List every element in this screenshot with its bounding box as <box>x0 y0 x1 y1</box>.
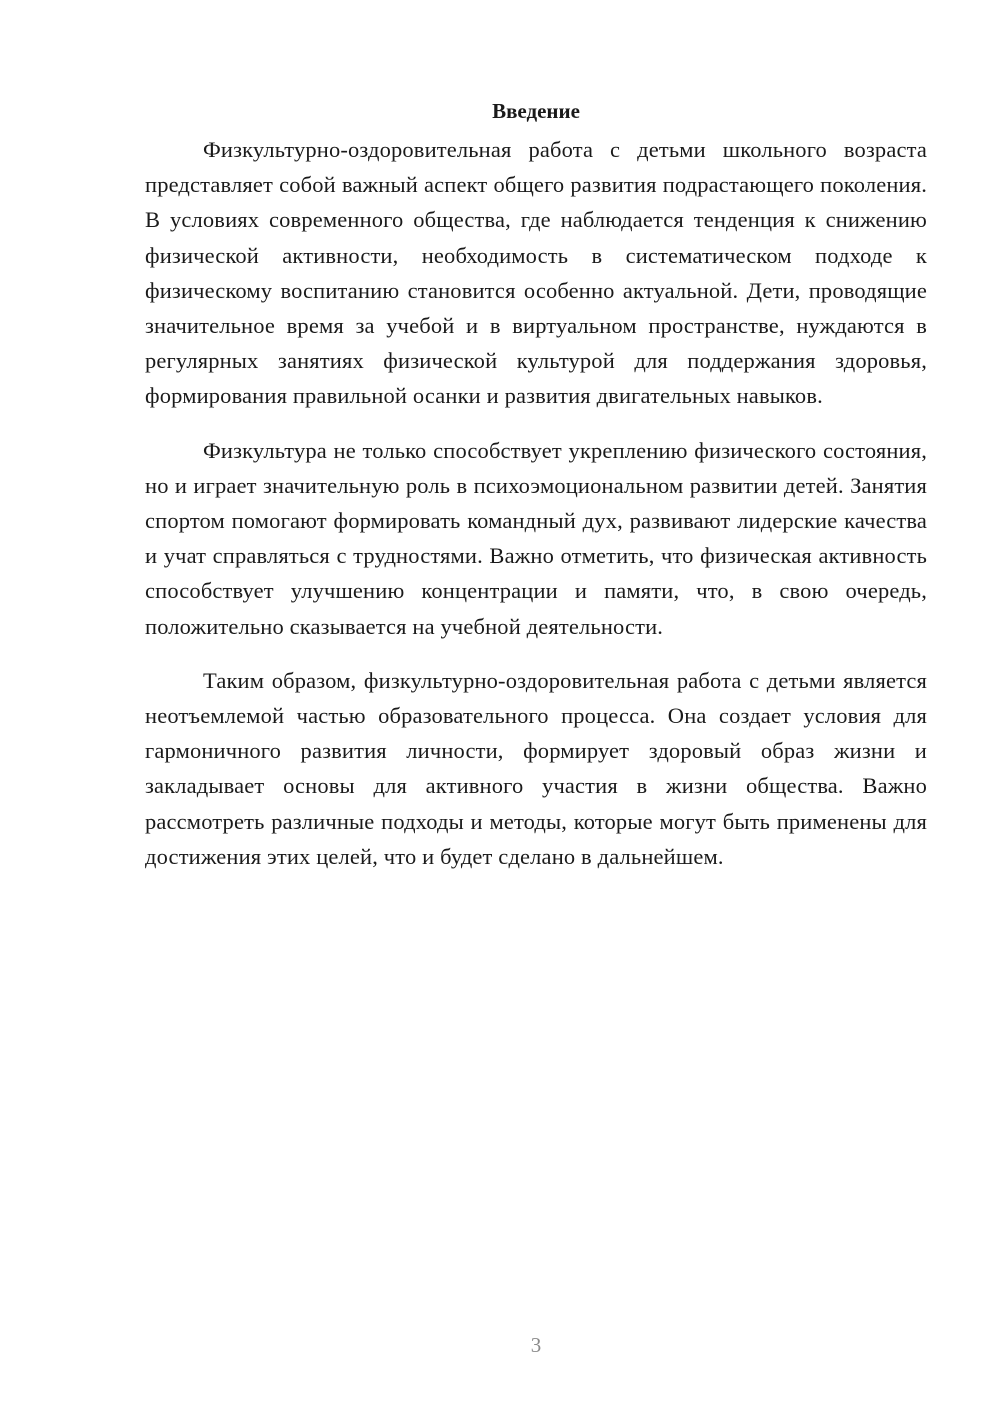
paragraph-3: Таким образом, физкультурно-оздоровительная работа с детьми является неотъемлемой частью образовательного процесса. Она создает условия для гармоничного развития личности, формирует здоровый образ жизни и закладывает основы для активного участия в жизни общества. Важно рассмотреть различные подходы и методы, которые могут быть применены для достижения этих целей, что и будет сделано в дальнейшем. <box>145 667 927 869</box>
page-number: 3 <box>530 1333 542 1357</box>
paragraph-1: Физкультурно-оздоровительная работа с детьми школьного возраста представляет собой важный аспект общего развития подрастающего поколения. В условиях современного общества, где наблюдается тенденция к снижению физической активности, необходимость в систематическом подходе к физическому воспитанию становится особенно актуальной. Дети, проводящие значительное время за учебой и в виртуальном пространстве, нуждаются в регулярных занятиях физической культурой для поддержания здоровья, формирования правильной осанки и развития двигательных навыков. <box>145 137 927 409</box>
paragraph-2: Физкультура не только способствует укреплению физического состояния, но и играет значительную роль в психоэмоциональном развитии детей. Занятия спортом помогают формировать командный дух, развивают лидерские качества и учат справляться с трудностями. Важно отметить, что физическая активность способствует улучшению концентрации и памяти, что, в свою очередь, положительно сказывается на учебной деятельности. <box>145 437 927 639</box>
section-title: Введение <box>492 99 580 123</box>
page-content <box>145 96 927 893</box>
